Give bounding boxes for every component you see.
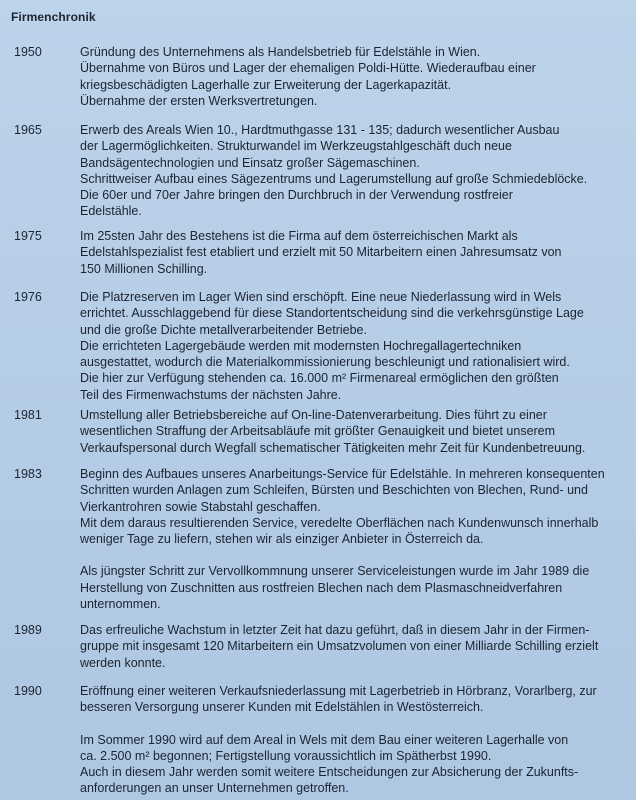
text-line: gruppe mit insgesamt 120 Mitarbeitern ein Umsatzvolumen von einer Milliarde Schilling erzielt xyxy=(80,639,599,654)
entry-year: 1975 xyxy=(14,229,42,243)
entry-text xyxy=(80,407,635,456)
entry-paragraph xyxy=(80,44,635,109)
text-line: weniger Tage zu liefern, stehen wir als einziger Anbieter in Österreich da. xyxy=(80,532,484,547)
text-line: Gründung des Unternehmens als Handelsbetrieb für Edelstähle in Wien. xyxy=(80,45,481,59)
text-line: Die 60er und 70er Jahre bringen den Durchbruch in der Verwendung rostfreier xyxy=(80,188,513,203)
text-line: Die hier zur Verfügung stehenden ca. 16.000 m² Firmenareal ermöglichen den größten xyxy=(80,371,559,386)
text-line: Die Platzreserven im Lager Wien sind erschöpft. Eine neue Niederlassung wird in Wels xyxy=(80,290,562,304)
text-line: Herstellung von Zuschnitten aus rostfreien Blechen nach dem Plasmaschneidverfahren xyxy=(80,580,563,595)
text-line: Das erfreuliche Wachstum in letzter Zeit hat dazu geführt, daß in diesem Jahr in der Firmen- xyxy=(80,623,590,637)
text-line: unternommen. xyxy=(80,597,161,612)
text-line: Erwerb des Areals Wien 10., Hardtmuthgasse 131 - 135; dadurch wesentlicher Ausbau xyxy=(80,123,560,137)
entry-year: 1989 xyxy=(14,623,42,637)
entry-paragraph xyxy=(80,466,635,547)
entry-text xyxy=(80,466,635,612)
entry-year: 1990 xyxy=(14,684,42,698)
text-line: wesentlichen Straffung der Arbeitsabläufe mit größter Genauigkeit und bietet unserem xyxy=(80,424,556,439)
text-line: Auch in diesem Jahr werden somit weitere Entscheidungen zur Absicherung der Zukunfts- xyxy=(80,765,579,780)
text-line: Schritten wurden Anlagen zum Schleifen, Bürsten und Beschichten von Blechen, Rund- und xyxy=(80,483,588,498)
text-line: Als jüngster Schritt zur Vervollkommnung unserer Serviceleistungen wurde im Jahr 1989 die xyxy=(80,564,590,579)
entry-paragraph xyxy=(80,563,635,612)
text-line: Übernahme der ersten Werksvertretungen. xyxy=(80,93,318,108)
text-line: Edelstahlspezialist fest etabliert und erzielt mit 50 Mitarbeitern einen Jahresumsatz von xyxy=(80,245,562,260)
entry-text xyxy=(80,622,635,671)
entry-paragraph xyxy=(80,407,635,456)
text-line: Verkaufspersonal durch Wegfall schematischer Tätigkeiten mehr Zeit für Kundenbetreuung. xyxy=(80,440,586,455)
text-line: werden konnte. xyxy=(80,655,166,670)
text-line: Vierkantrohren sowie Stabstahl geschaffen. xyxy=(80,499,321,514)
entry-paragraph xyxy=(80,683,635,716)
text-line: 150 Millionen Schilling. xyxy=(80,261,208,276)
text-line: errichtet. Ausschlaggebend für diese Standortentscheidung sind die verkehrsgünstige Lage xyxy=(80,306,584,321)
text-line: der Lagermöglichkeiten. Strukturwandel im Werkzeugstahlgeschäft duch neue xyxy=(80,139,512,154)
entry-year: 1950 xyxy=(14,45,42,59)
text-line: Beginn des Aufbaues unseres Anarbeitungs-Service für Edelstähle. In mehreren konsequenten xyxy=(80,467,605,481)
entry-text xyxy=(80,122,635,220)
entry-paragraph xyxy=(80,289,635,403)
text-line: kriegsbeschädigten Lagerhalle zur Erweiterung der Lagerkapazität. xyxy=(80,77,452,92)
text-line: Im Sommer 1990 wird auf dem Areal in Wels mit dem Bau einer weiteren Lagerhalle von xyxy=(80,732,569,747)
entry-paragraph xyxy=(80,732,635,797)
entry-paragraph xyxy=(80,122,635,220)
text-line: Im 25sten Jahr des Bestehens ist die Firma auf dem österreichischen Markt als xyxy=(80,229,518,243)
text-line: Teil des Firmenwachstums der nächsten Jahre. xyxy=(80,387,342,402)
entry-text xyxy=(80,683,635,797)
text-line: besseren Versorgung unserer Kunden mit Edelstählen in Westösterreich. xyxy=(80,700,484,715)
text-line: Umstellung aller Betriebsbereiche auf On-line-Datenverarbeitung. Dies führt zu einer xyxy=(80,408,547,422)
text-line: Mit dem daraus resultierenden Service, veredelte Oberflächen nach Kundenwunsch innerhalb xyxy=(80,515,599,530)
text-line: Übernahme von Büros und Lager der ehemaligen Poldi-Hütte. Wiederaufbau einer xyxy=(80,61,536,76)
text-line: Die errichteten Lagergebäude werden mit modernsten Hochregallagertechniken xyxy=(80,338,522,353)
text-line: ca. 2.500 m² begonnen; Fertigstellung voraussichtlich im Spätherbst 1990. xyxy=(80,748,492,763)
text-line: anforderungen an unser Unternehmen getroffen. xyxy=(80,781,349,796)
entry-paragraph xyxy=(80,228,635,277)
entry-year: 1965 xyxy=(14,123,42,137)
text-line: Eröffnung einer weiteren Verkaufsniederlassung mit Lagerbetrieb in Hörbranz, Vorarlberg, zur xyxy=(80,684,597,698)
text-line: Edelstähle. xyxy=(80,204,142,219)
text-line: Bandsägentechnologien und Einsatz großer Sägemaschinen. xyxy=(80,155,420,170)
entry-text xyxy=(80,228,635,277)
entry-year: 1983 xyxy=(14,467,42,481)
text-line: Schrittweiser Aufbau eines Sägezentrums und Lagerumstellung auf große Schmiedeblöcke. xyxy=(80,171,588,186)
entry-paragraph xyxy=(80,622,635,671)
entry-text xyxy=(80,289,635,403)
entry-year: 1976 xyxy=(14,290,42,304)
text-line: und die große Dichte metallverarbeitender Betriebe. xyxy=(80,322,367,337)
page-title: Firmenchronik xyxy=(11,10,96,24)
text-line: ausgestattet, wodurch die Materialkommissionierung beschleunigt und rationalisiert wird. xyxy=(80,355,570,370)
entry-text xyxy=(80,44,635,109)
entry-year: 1981 xyxy=(14,408,42,422)
